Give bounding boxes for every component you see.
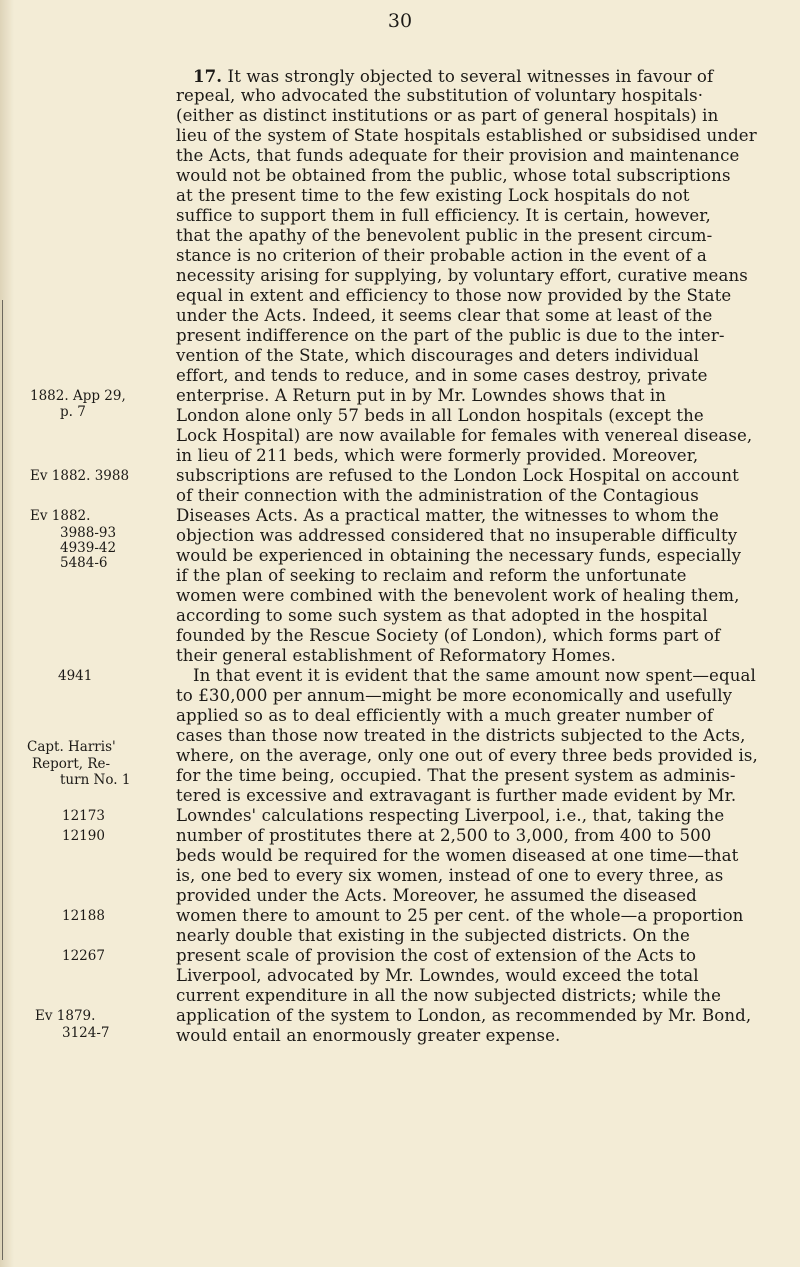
margin-note: 3124-7	[62, 1025, 110, 1041]
margin-note: 12190	[62, 828, 105, 844]
paragraph-line: necessity arising for supplying, by voluntary effort, curative means	[176, 266, 748, 285]
margin-note: 1882. App 29,	[30, 388, 126, 404]
paragraph-line: at the present time to the few existing Lock hospitals do not	[176, 186, 690, 205]
paragraph-line: suffice to support them in full efficiency. It is certain, however,	[176, 206, 711, 225]
paragraph-line: Diseases Acts. As a practical matter, the witnesses to whom the	[176, 506, 719, 525]
paragraph-line: subscriptions are refused to the London Lock Hospital on account	[176, 466, 739, 485]
paragraph-line: enterprise. A Return put in by Mr. Lowndes shows that in	[176, 386, 667, 405]
paragraph-line: tered is excessive and extravagant is further made evident by Mr.	[176, 786, 737, 805]
paragraph-line: of their connection with the administration of the Contagious	[176, 486, 699, 505]
paragraph-line: women were combined with the benevolent work of healing them,	[176, 586, 740, 605]
paragraph-line: Liverpool, advocated by Mr. Lowndes, would exceed the total	[176, 966, 699, 985]
margin-note: Ev 1882.	[30, 508, 91, 524]
paragraph-line: the Acts, that funds adequate for their provision and maintenance	[176, 146, 740, 165]
paragraph-line: stance is no criterion of their probable action in the event of a	[176, 246, 707, 265]
paragraph-line: applied so as to deal efficiently with a much greater number of	[176, 706, 714, 725]
paragraph-line: would not be obtained from the public, whose total subscriptions	[176, 166, 731, 185]
paragraph-line: beds would be required for the women diseased at one time—that	[176, 846, 739, 865]
paragraph-line: for the time being, occupied. That the present system as adminis-	[176, 766, 736, 785]
paragraph-line: nearly double that existing in the subjected districts. On the	[176, 926, 690, 945]
paragraph-line: present scale of provision the cost of extension of the Acts to	[176, 946, 697, 965]
margin-note: 4941	[58, 668, 93, 684]
paragraph-line: where, on the average, only one out of every three beds provided is,	[176, 746, 758, 765]
margin-note: p. 7	[60, 404, 86, 420]
page-number: 30	[387, 10, 413, 32]
paragraph-line: In that event it is evident that the same amount now spent—equal	[193, 666, 756, 685]
margin-note: Report, Re-	[32, 756, 111, 772]
paragraph-number: 17.	[193, 66, 223, 86]
paragraph-line: women there to amount to 25 per cent. of the whole—a proportion	[176, 906, 744, 925]
margin-note: Ev 1879.	[35, 1008, 96, 1024]
paragraph-line: would be experienced in obtaining the necessary funds, especially	[176, 546, 742, 565]
paragraph-line: current expenditure in all the now subjected districts; while the	[176, 986, 722, 1005]
paragraph-line: that the apathy of the benevolent public in the present circum-	[176, 226, 713, 245]
paragraph-line: repeal, who advocated the substitution of voluntary hospitals·	[176, 86, 704, 105]
paragraph-line: London alone only 57 beds in all London hospitals (except the	[176, 406, 704, 425]
paragraph-line: present indifference on the part of the public is due to the inter-	[176, 326, 725, 345]
paragraph-line-text: It was strongly objected to several witnesses in favour of	[227, 67, 714, 86]
paragraph-line: in lieu of 211 beds, which were formerly provided. Moreover,	[176, 446, 699, 465]
paragraph-line: cases than those now treated in the districts subjected to the Acts,	[176, 726, 746, 745]
paragraph-line: is, one bed to every six women, instead of one to every three, as	[176, 866, 724, 885]
paragraph-line: according to some such system as that adopted in the hospital	[176, 606, 708, 625]
paragraph-line: objection was addressed considered that no insuperable difficulty	[176, 526, 738, 545]
paragraph-line: would entail an enormously greater expense.	[176, 1026, 561, 1045]
paragraph-line: lieu of the system of State hospitals established or subsidised under	[176, 126, 757, 145]
paragraph-line: to £30,000 per annum—might be more economically and usefully	[176, 686, 733, 705]
paragraph-line: (either as distinct institutions or as part of general hospitals) in	[176, 106, 719, 125]
paragraph-line: vention of the State, which discourages and deters individual	[176, 346, 699, 365]
paragraph-line: if the plan of seeking to reclaim and reform the unfortunate	[176, 566, 687, 585]
paragraph-line	[193, 66, 800, 87]
margin-note: turn No. 1	[60, 772, 131, 788]
margin-note: 5484-6	[60, 555, 108, 571]
paragraph-line: Lowndes' calculations respecting Liverpool, i.e., that, taking the	[176, 806, 725, 825]
margin-note: 4939-42	[60, 540, 117, 556]
spine-rule	[2, 300, 3, 1260]
paragraph-line: their general establishment of Reformatory Homes.	[176, 646, 616, 665]
paragraph-line: under the Acts. Indeed, it seems clear that some at least of the	[176, 306, 713, 325]
margin-note: 12173	[62, 808, 105, 824]
paragraph-line: application of the system to London, as recommended by Mr. Bond,	[176, 1006, 752, 1025]
margin-note: Capt. Harris'	[27, 739, 116, 755]
margin-note: 12267	[62, 948, 105, 964]
paragraph-line: equal in extent and efficiency to those now provided by the State	[176, 286, 732, 305]
paragraph-line: Lock Hospital) are now available for females with venereal disease,	[176, 426, 753, 445]
margin-note: 3988-93	[60, 525, 117, 541]
paragraph-line: provided under the Acts. Moreover, he assumed the diseased	[176, 886, 697, 905]
paragraph-line: founded by the Rescue Society (of London), which forms part of	[176, 626, 721, 645]
margin-note: Ev 1882. 3988	[30, 468, 130, 484]
paragraph-line: number of prostitutes there at 2,500 to 3,000, from 400 to 500	[176, 826, 712, 845]
margin-note: 12188	[62, 908, 105, 924]
paragraph-line: effort, and tends to reduce, and in some cases destroy, private	[176, 366, 708, 385]
